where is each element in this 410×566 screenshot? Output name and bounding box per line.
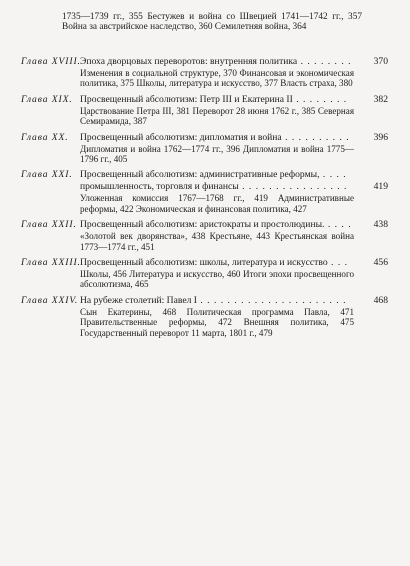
chapter-label: Глава XXI.: [21, 169, 73, 181]
chapter-title: Эпоха дворцовых переворотов: внутренняя политика . . .: [80, 56, 350, 68]
entry-heading: [0, 94, 410, 106]
page-number: 382: [373, 93, 388, 105]
chapter-subsections: «Золотой век дворянства», 438 Крестьяне, 443 Крестьянская война 1773—1774 гг., 451: [80, 231, 354, 252]
page-number: 438: [373, 219, 388, 231]
chapter-title-continued: промышленность, торговля и финансы . . .: [80, 181, 350, 193]
toc-entry: [0, 132, 410, 165]
chapter-title: На рубеже столетий: Павел I . . .: [80, 295, 350, 307]
toc-entry: [0, 257, 410, 290]
entry-heading: [0, 257, 410, 269]
page-number: 419: [373, 181, 388, 193]
chapter-subsections: Дипломатия и война 1762—1774 гг., 396 Дипломатия и война 1775—1796 гг., 405: [80, 143, 354, 165]
toc-entry: [0, 56, 410, 89]
toc-entry: [0, 94, 410, 127]
chapter-label: Глава XXIV.: [21, 294, 79, 306]
entry-heading: [0, 219, 410, 231]
toc-entry: [0, 295, 410, 338]
page-number: 456: [373, 257, 388, 269]
chapter-subsections: Уложенная комиссия 1767—1768 гг., 419 Административные реформы, 422 Экономическая и финансовая политика, 427: [80, 193, 354, 214]
chapter-title: Просвещенный абсолютизм: дипломатия и война . . .: [80, 132, 350, 144]
toc-entries: [0, 56, 410, 343]
page-number: 468: [373, 294, 388, 306]
entry-heading: [0, 132, 410, 144]
toc-entry: [0, 219, 410, 252]
chapter-title: Просвещенный абсолютизм: административные реформы, . . .: [80, 169, 350, 181]
chapter-label: Глава XIX.: [21, 93, 73, 105]
chapter-subsections: Школы, 456 Литература и искусство, 460 Итоги эпохи просвещенного абсолютизма, 465: [80, 269, 354, 290]
chapter-subsections: Сын Екатерины, 468 Политическая программа Павла, 471 Правительственные реформы, 472 Внешняя политика, 475 Государственный переворот 11 марта, 1801 г., 479: [80, 306, 354, 338]
chapter-subsections: Царствование Петра III, 381 Переворот 28 июня 1762 г., 385 Северная Семирамида, 387: [80, 105, 354, 127]
continuation-text: 1735—1739 гг., 355 Бестужев и война со Швецией 1741—1742 гг., 357 Война за австрийское наследство, 360 Семилетняя война, 364: [62, 12, 362, 33]
chapter-label: Глава XVIII.: [21, 56, 81, 67]
toc-entry: [0, 169, 410, 214]
chapter-title: Просвещенный абсолютизм: аристократы и простолюдины. . . .: [80, 219, 350, 231]
page-number: 370: [373, 56, 388, 67]
entry-heading: [0, 295, 410, 307]
chapter-label: Глава XX.: [21, 131, 69, 143]
entry-heading-continued: [0, 181, 410, 193]
chapter-label: Глава XXIII.: [21, 257, 81, 269]
chapter-subsections: Изменения в социальной структуре, 370 Финансовая и экономическая политика, 375 Школы, литература и искусство, 377 Власть страха, 380: [80, 68, 354, 89]
chapter-label: Глава XXII.: [21, 219, 77, 231]
chapter-title: Просвещенный абсолютизм: Петр III и Екатерина II . . .: [80, 94, 350, 106]
chapter-title: Просвещенный абсолютизм: школы, литература и искусство . . .: [80, 257, 350, 269]
entry-heading: [0, 56, 410, 68]
page-number: 396: [373, 131, 388, 143]
